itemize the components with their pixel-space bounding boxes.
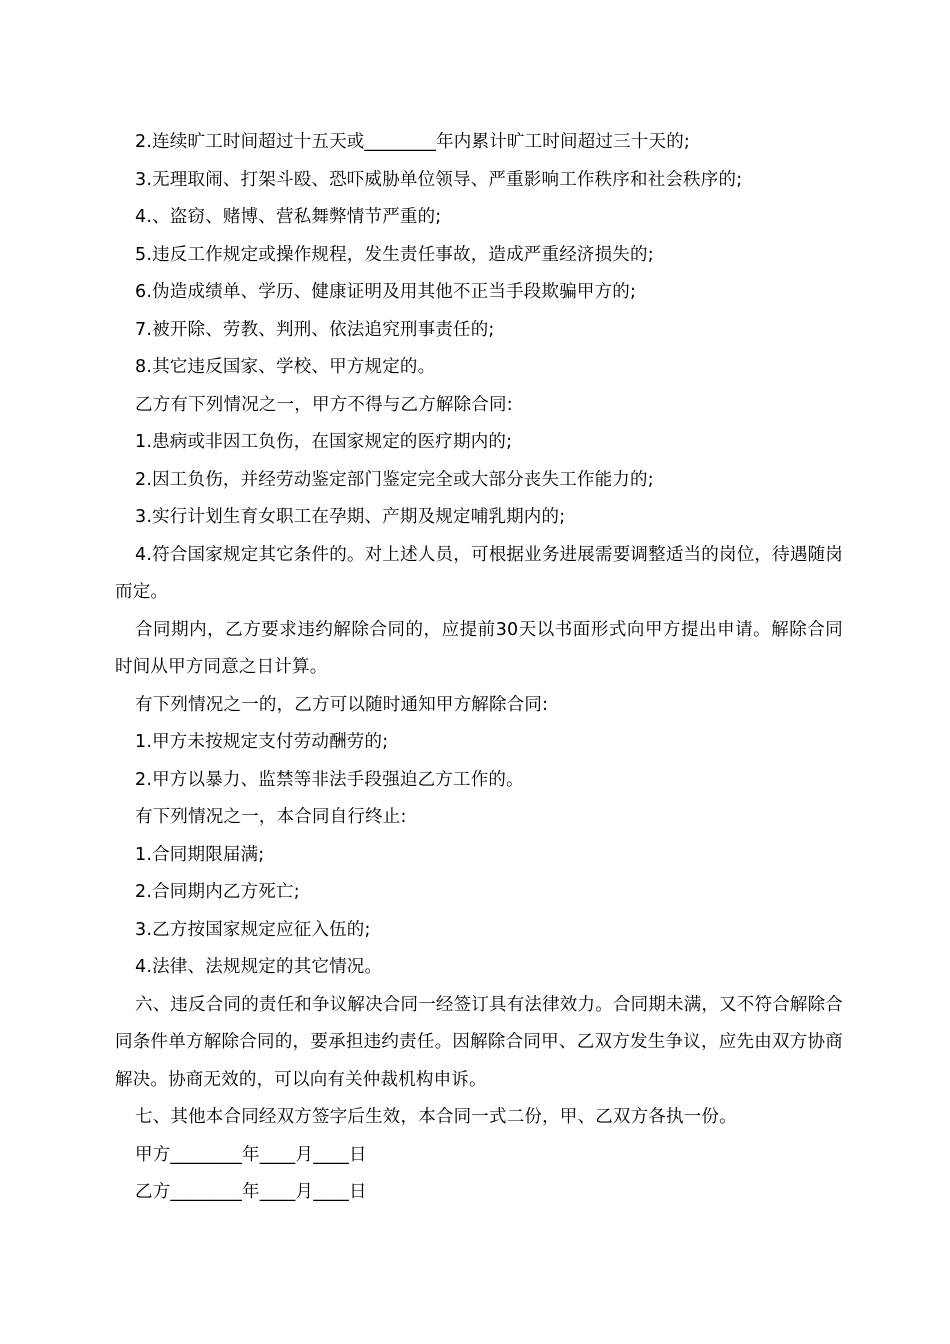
employee-resignation-paragraph: 合同期内，乙方要求违约解除合同的，应提前30天以书面形式向甲方提出申请。解除合同时间从甲方同意之日计算。 <box>115 619 843 677</box>
clause-item-3: 3.无理取闹、打架斗殴、恐吓威胁单位领导、严重影响工作秩序和社会秩序的; <box>135 169 743 190</box>
clause-item-6: 6.伪造成绩单、学历、健康证明及用其他不正当手段欺骗甲方的; <box>135 282 637 302</box>
section-seven-other-paragraph: 七、其他本合同经双方签字后生效，本合同一式二份，甲、乙双方各执一份。 <box>135 1107 737 1127</box>
clause-item-5: 5.违反工作规定或操作规程，发生责任事故，造成严重经济损失的; <box>135 244 654 265</box>
no-termination-item-1: 1.患病或非因工负伤，在国家规定的医疗期内的; <box>135 432 513 452</box>
auto-termination-item-2: 2.合同期内乙方死亡; <box>135 882 300 902</box>
auto-termination-item-4: 4.法律、法规规定的其它情况。 <box>135 957 383 977</box>
clause-item-7: 7.被开除、劳教、判刑、依法追究刑事责任的; <box>135 319 495 340</box>
no-termination-item-2: 2.因工负伤，并经劳动鉴定部门鉴定完全或大部分丧失工作能力的; <box>135 469 654 490</box>
section-heading-immediate-notice: 有下列情况之一的，乙方可以随时通知甲方解除合同: <box>135 694 549 715</box>
document-body <box>115 124 843 1212</box>
clause-item-2: 2.连续旷工时间超过十五天或________年内累计旷工时间超过三十天的; <box>135 132 690 152</box>
clause-item-8: 8.其它违反国家、学校、甲方规定的。 <box>135 357 436 377</box>
section-six-liability-paragraph: 六、违反合同的责任和争议解决合同一经签订具有法律效力。合同期未满，又不符合解除合同条件单方解除合同的，要承担违约责任。因解除合同甲、乙双方发生争议，应先由双方协商解决。协商无效的，可以向有关仲裁机构申诉。 <box>115 994 843 1090</box>
auto-termination-item-1: 1.合同期限届满; <box>135 844 265 865</box>
immediate-notice-item-1: 1.甲方未按规定支付劳动酬劳的; <box>135 732 389 752</box>
no-termination-item-3: 3.实行计划生育女职工在孕期、产期及规定哺乳期内的; <box>135 507 566 527</box>
clause-item-4: 4.、盗窃、赌博、营私舞弊情节严重的; <box>135 207 442 227</box>
section-heading-auto-termination: 有下列情况之一，本合同自行终止: <box>135 807 407 827</box>
section-heading-no-termination: 乙方有下列情况之一，甲方不得与乙方解除合同: <box>135 394 513 415</box>
immediate-notice-item-2: 2.甲方以暴力、监禁等非法手段强迫乙方工作的。 <box>135 769 524 790</box>
no-termination-item-4: 4.符合国家规定其它条件的。对上述人员，可根据业务进展需要调整适当的岗位，待遇随岗而定。 <box>115 544 843 602</box>
party-b-signature-line: 乙方________年____月____日 <box>135 1182 367 1202</box>
auto-termination-item-3: 3.乙方按国家规定应征入伍的; <box>135 919 371 940</box>
party-a-signature-line: 甲方________年____月____日 <box>135 1144 367 1165</box>
